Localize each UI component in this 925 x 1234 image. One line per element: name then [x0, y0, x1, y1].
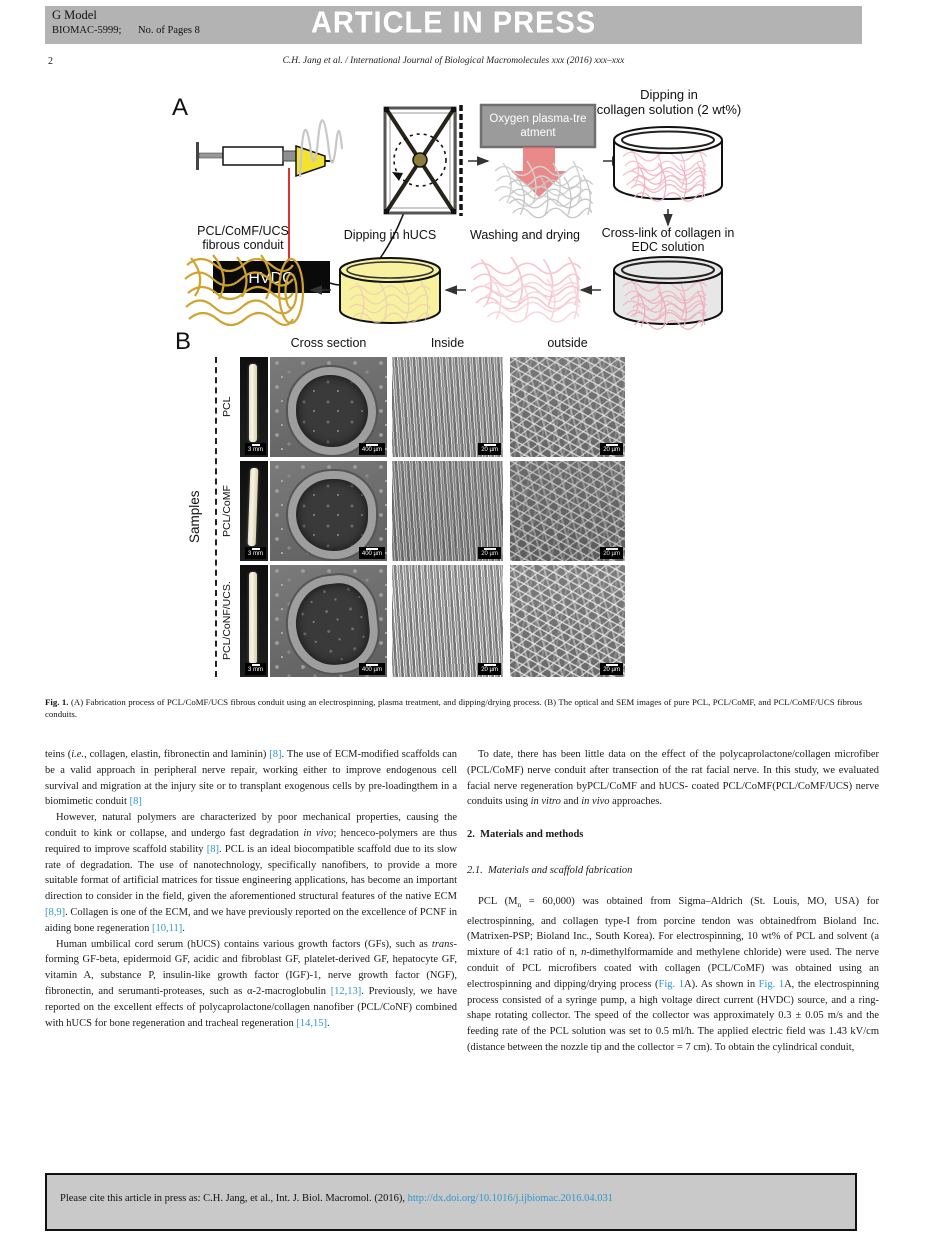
figure-caption-text: (A) Fabrication process of PCL/CoMF/UCS fibrous conduit using an electrospinning, plasma treatment, and dipping/drying process. (B) The optical and SEM images of pure PCL, PCL/CoMF, and PCL/CoMF/UCS fibrous conduits.: [45, 697, 862, 719]
text-segment: in vitro: [530, 796, 561, 808]
samples-axis-label: Samples: [187, 490, 202, 544]
sem-inside-pcl: [392, 357, 503, 457]
samples-divider: [215, 357, 217, 677]
conduit-ring: [283, 572, 381, 677]
running-head-text: C.H. Jang et al. / International Journal of Biological Macromolecules xxx (2016) xxx–xxx: [282, 56, 625, 66]
scale-bar: 20 µm: [600, 443, 623, 456]
column-header-inside: Inside: [430, 336, 465, 350]
running-head: [45, 56, 862, 70]
manuscript-id: BIOMAC-5999;: [52, 24, 122, 36]
citation-link[interactable]: [8]: [129, 796, 142, 808]
row-label-pcl-conf-ucs: PCL/CoNF/UCS.: [221, 581, 233, 661]
text-segment: .: [326, 1017, 330, 1029]
paragraph: [45, 810, 457, 936]
sem-inside-pcl-conf-ucs: [392, 565, 503, 677]
figure-caption-label: Fig. 1.: [45, 697, 69, 707]
left-column: [45, 747, 457, 1031]
dip-collagen-line1: Dipping in: [640, 87, 698, 102]
article-in-press-title: ARTICLE IN PRESS: [310, 6, 597, 40]
citation-link[interactable]: Fig. 1: [658, 978, 684, 990]
text-segment: and: [560, 796, 582, 808]
sem-cross-section-pcl: [270, 357, 387, 457]
scale-bar: 3 mm: [245, 443, 266, 456]
panel-b: [175, 330, 645, 690]
paragraph: [467, 747, 879, 810]
text-segment: . The use of ECM-modified scaffolds can be a valid approach in peripheral nerve repair, working either to improve endogenous cell survival and migration at the injury site or to transplant exogenous cells by pre-loadingthem in a biomimetic conduit: [45, 749, 457, 808]
scale-bar: 400 µm: [359, 547, 385, 560]
panel-a: [163, 85, 775, 335]
scale-bar: 20 µm: [478, 663, 501, 676]
optical-image-pcl: [240, 357, 268, 457]
plasma-label-line1: Oxygen plasma-tre: [489, 113, 587, 125]
text-segment: ; henceco-polymers are thus required to improve scaffold stability: [45, 827, 458, 855]
scale-bar: 3 mm: [245, 663, 266, 676]
paragraph: [45, 747, 457, 810]
text-segment: . PCL is an ideal biocompatible scaffold due to its slow rate of degradation. The use of nanotechnology, specifically nanofibers, to provide a more suitable format of artificial matrices for tissue engineering applications, has become an important direction to consider in the field, given the aforementioned structural features of the native ECM: [45, 843, 458, 903]
conduit-line1: PCL/CoMF/UCS: [197, 224, 289, 238]
pages-count: No. of Pages 8: [138, 24, 200, 36]
figure-1: [45, 85, 862, 690]
g-model-label: G Model: [52, 8, 97, 22]
sem-outside-pcl: [510, 357, 625, 457]
text-segment: approaches.: [609, 796, 663, 808]
article-banner: [45, 6, 862, 44]
row-label-pcl-comf: PCL/CoMF: [221, 485, 233, 537]
citation-link[interactable]: [8]: [269, 749, 282, 760]
sem-outside-pcl-conf-ucs: [510, 565, 625, 677]
scale-bar: 400 µm: [359, 663, 385, 676]
washing-label: Washing and drying: [469, 228, 581, 242]
sem-cross-section-pcl-comf: [270, 461, 387, 561]
scale-bar: 20 µm: [600, 547, 623, 560]
scale-bar: 3 mm: [245, 547, 266, 560]
citation-link[interactable]: [12,13]: [330, 985, 362, 997]
conduit-photo: [249, 364, 257, 442]
citation-link[interactable]: [10,11]: [152, 922, 183, 934]
citation-box: [45, 1173, 857, 1231]
conduit-photo: [248, 468, 259, 546]
optical-image-pcl-comf: [240, 461, 268, 561]
plasma-label-line2: atment: [520, 127, 556, 139]
citation-link[interactable]: [8]: [206, 843, 220, 855]
edc-dish-icon: [614, 257, 722, 329]
text-segment: Human umbilical cord serum (hUCS) contains various growth factors (GFs), such as: [56, 938, 432, 950]
citation-link[interactable]: [8,9]: [45, 906, 66, 918]
crosslink-line1: Cross-link of collagen in: [601, 226, 735, 240]
sem-cross-section-pcl-conf-ucs: [270, 565, 387, 677]
column-header-outside: outside: [547, 336, 588, 350]
collagen-dish-icon: [614, 127, 722, 201]
text-segment: . Collagen is one of the ECM, and we have previously reported on the excellence of PCNF in aiding bone regeneration: [45, 906, 457, 934]
paragraph: [45, 937, 457, 1032]
text-segment: A). As shown in: [684, 978, 759, 990]
scale-bar: 20 µm: [600, 663, 623, 676]
text-segment: However, natural polymers are characterized by poor mechanical properties, causing the conduit to kink or collapse, and undergo fast degradation: [45, 812, 457, 839]
hvdc-label: HVDC: [248, 270, 294, 287]
text-segment: n: [581, 947, 587, 959]
conduit-line2: fibrous conduit: [202, 238, 284, 252]
text-segment: . Previously, we have reported on the excellent effects of polycaprolactone/collagen nanofiber (PCL/CoNF) combined with hUCS for bone regeneration and tracheal regeneration: [45, 985, 457, 1029]
rotating-collector-icon: [384, 105, 461, 216]
subsection-heading: 2.1. Materials and scaffold fabrication: [467, 864, 633, 876]
text-segment: , collagen, elastin, fibronectin and laminin): [84, 749, 270, 760]
scale-bar: 20 µm: [478, 547, 501, 560]
panel-a-label: A: [172, 94, 189, 121]
text-segment: -forming GF-beta, epidermoid GF, acidic and fibroblast GF, platelet-derived GF, hepatocyte GF, vitamin A, substance P, insulin-like growth factor (IGF)-1, nerve growth factor (NGF), fibronectin, and serumanti-proteases, such as α-2-macroglobulin: [45, 938, 457, 997]
scale-bar: 400 µm: [359, 443, 385, 456]
text-segment: n: [517, 900, 521, 909]
text-segment: teins (: [45, 749, 72, 760]
section-heading: 2. Materials and methods: [467, 829, 584, 841]
figure-caption: [45, 697, 862, 720]
sem-outside-pcl-comf: [510, 461, 625, 561]
washed-mesh-icon: [471, 257, 581, 322]
row-label-pcl: PCL: [221, 396, 233, 418]
doi-link[interactable]: http://dx.doi.org/10.1016/j.ijbiomac.2016.04.031: [407, 1193, 614, 1204]
text-segment: in vivo: [581, 796, 610, 808]
page-number: 2: [48, 56, 53, 67]
text-segment: trans: [431, 938, 454, 950]
text-segment: i.e.: [71, 749, 85, 760]
citation-text: Please cite this article in press as: C.H. Jang, et al., Int. J. Biol. Macromol. (2016),: [60, 1193, 408, 1204]
optical-image-pcl-conf-ucs: [240, 565, 268, 677]
text-segment: .: [182, 922, 185, 934]
citation-link[interactable]: Fig. 1: [758, 978, 785, 990]
scale-bar: 20 µm: [478, 443, 501, 456]
column-header-cross-section: Cross section: [290, 336, 367, 350]
sem-inside-pcl-comf: [392, 461, 503, 561]
text-segment: A, the electrospinning process consisted of a syringe pump, a high voltage direct current (HVDC) source, and a ring-shape rotating collector. The speed of the collector was approximately 0.3 ± 0.05 m/s and the feeding rate of the PCL solution was set to 0.5 ml/h. The applied electric field was 1.43 kV/cm (distance between the nozzle tip and the collector = 7 cm). To obtain the cylindrical conduit,: [467, 978, 879, 1054]
paragraph: [467, 894, 879, 1056]
hucs-dish-icon: [340, 258, 440, 323]
crosslink-line2: EDC solution: [631, 240, 705, 254]
text-segment: in vivo: [303, 827, 334, 839]
panel-b-label: B: [175, 328, 192, 355]
dip-collagen-line2: collagen solution (2 wt%): [596, 102, 742, 117]
text-segment: PCL (M: [478, 895, 518, 907]
dip-hucs-label: Dipping in hUCS: [343, 228, 437, 242]
plasma-treatment-box: [481, 105, 595, 147]
citation-link[interactable]: [14,15]: [296, 1017, 327, 1029]
conduit-photo: [249, 572, 257, 664]
text-segment: To date, there has been little data on the effect of the polycaprolactone/collagen microfiber (PCL/CoMF) nerve conduit after transection of the rat facial nerve. In this study, we evaluated facial nerve regeneration byPCL/CoMF and hUCS- coated PCL/CoMF(PCL/CoMF/UCS) nerve conduits using: [467, 749, 879, 808]
right-column: [467, 747, 879, 1056]
text-segment: = 60,000) was obtained from Sigma–Aldrich (St. Louis, MO, USA) for electrospinning, and collagen type-I from porcine tendon was obtainedfrom Bioland Inc. (Matrixen-PSP; Bioland Inc., South Korea). For electrospinning, 10 wt% of PCL and solvent (a mixture of 4:1 ratio of n,: [467, 895, 880, 959]
text-segment: -dimethylformamide and methylene chloride) were used. The nerve conduit of PCL microfibers coated with collagen (PCL/CoMF) was obtained using an electrospinning and dipping/drying process (: [467, 947, 879, 990]
